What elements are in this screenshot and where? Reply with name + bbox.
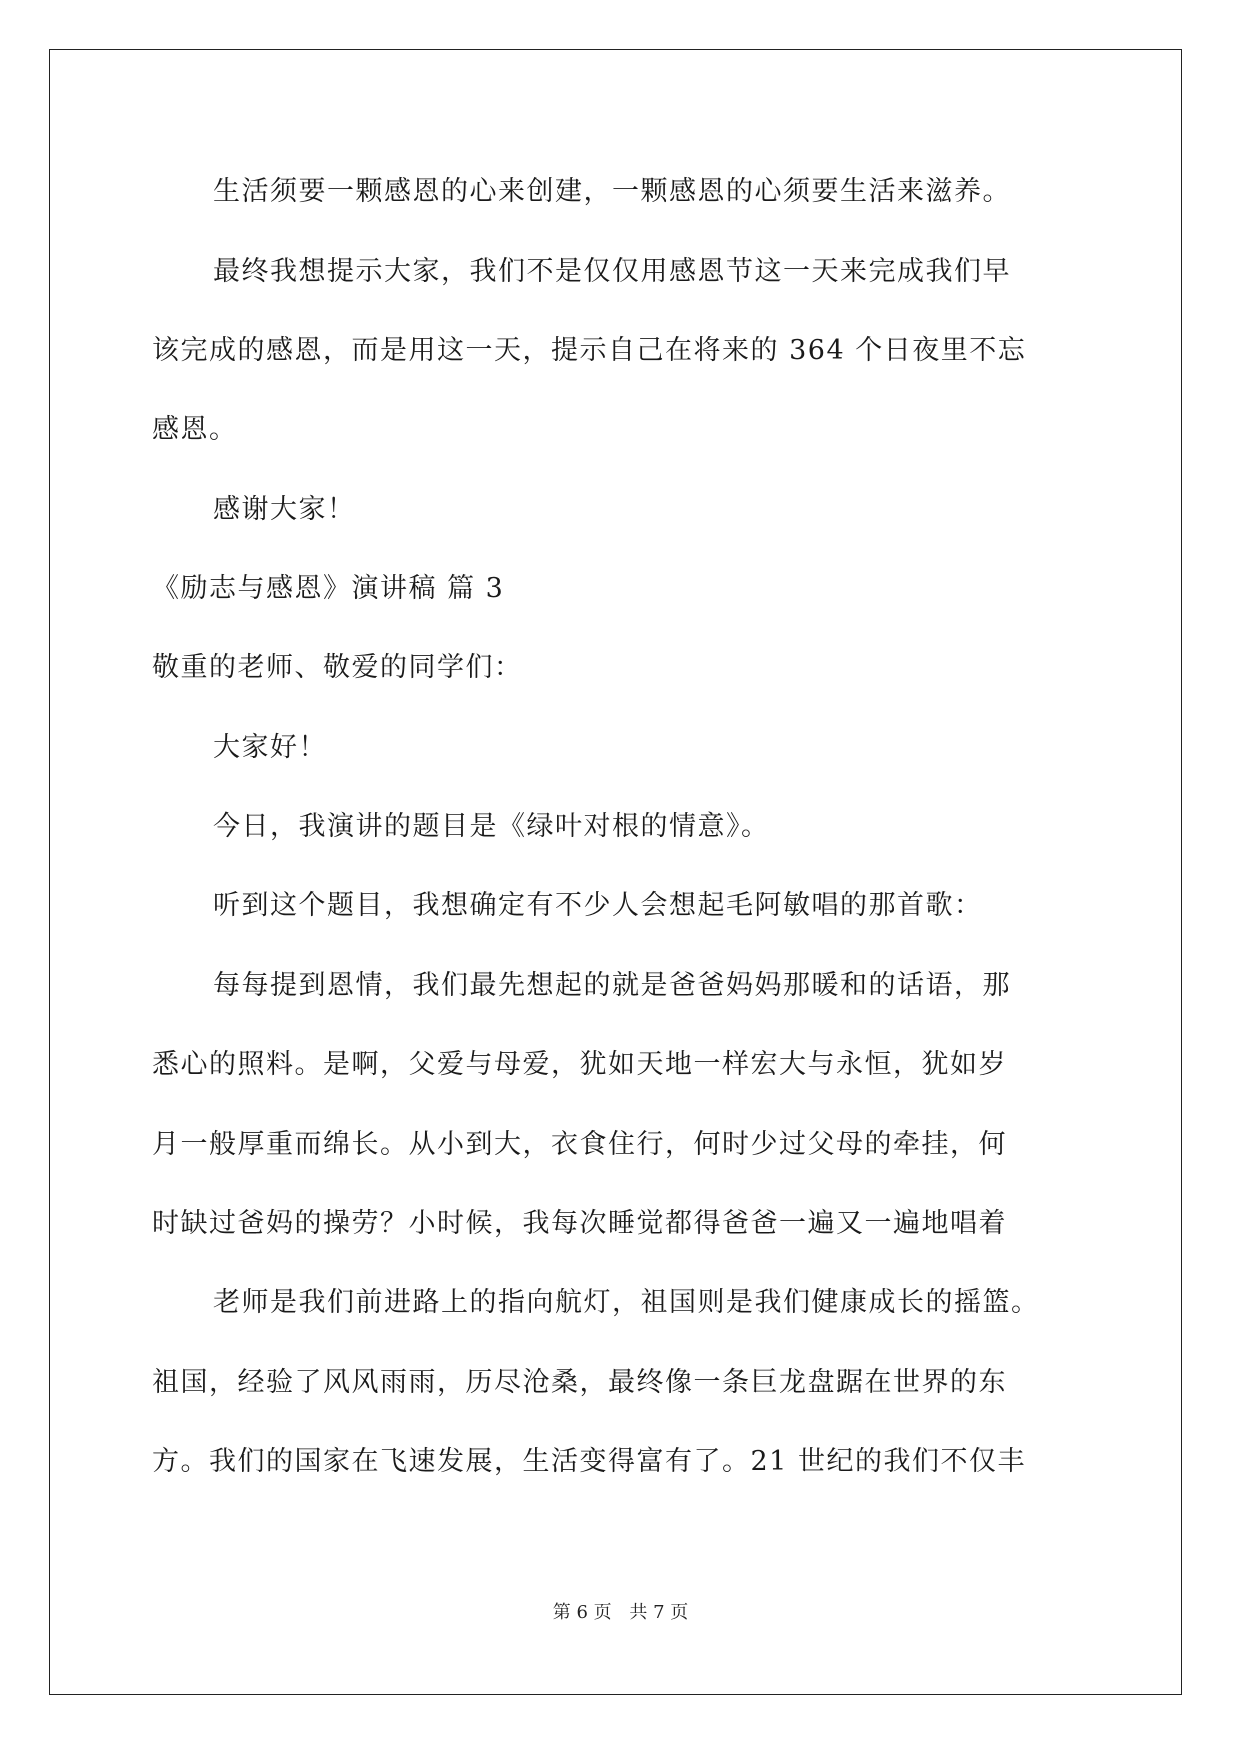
paragraph-line: 最终我想提示大家，我们不是仅仅用感恩节这一天来完成我们早 xyxy=(213,256,1011,287)
page-number: 第 6 页 xyxy=(552,1602,612,1623)
paragraph-line: 听到这个题目，我想确定有不少人会想起毛阿敏唱的那首歌： xyxy=(213,890,983,921)
page-total: 共 7 页 xyxy=(629,1602,689,1623)
paragraph-line: 生活须要一颗感恩的心来创建，一颗感恩的心须要生活来滋养。 xyxy=(213,176,1011,207)
page-footer xyxy=(0,1600,1241,1626)
paragraph-line: 该完成的感恩，而是用这一天，提示自己在将来的 364 个日夜里不忘 xyxy=(152,335,1027,366)
paragraph-line: 感谢大家！ xyxy=(213,494,356,525)
paragraph-line: 方。我们的国家在飞速发展，生活变得富有了。21 世纪的我们不仅丰 xyxy=(152,1446,1026,1477)
section-heading: 《励志与感恩》演讲稿 篇 3 xyxy=(152,573,505,604)
paragraph-line: 祖国，经验了风风雨雨，历尽沧桑，最终像一条巨龙盘踞在世界的东 xyxy=(152,1367,1007,1398)
paragraph-line: 今日，我演讲的题目是《绿叶对根的情意》。 xyxy=(213,811,770,842)
paragraph-line: 大家好！ xyxy=(213,732,327,763)
paragraph-line: 每每提到恩情，我们最先想起的就是爸爸妈妈那暖和的话语，那 xyxy=(213,970,1011,1001)
salutation: 敬重的老师、敬爱的同学们： xyxy=(152,652,523,683)
paragraph-line: 月一般厚重而绵长。从小到大，衣食住行，何时少过父母的牵挂，何 xyxy=(152,1129,1007,1160)
paragraph-line: 悉心的照料。是啊，父爱与母爱，犹如天地一样宏大与永恒，犹如岁 xyxy=(152,1049,1007,1080)
paragraph-line: 老师是我们前进路上的指向航灯，祖国则是我们健康成长的摇篮。 xyxy=(213,1287,1040,1318)
paragraph-line: 时缺过爸妈的操劳？小时候，我每次睡觉都得爸爸一遍又一遍地唱着 xyxy=(152,1208,1007,1239)
paragraph-line: 感恩。 xyxy=(152,414,238,445)
